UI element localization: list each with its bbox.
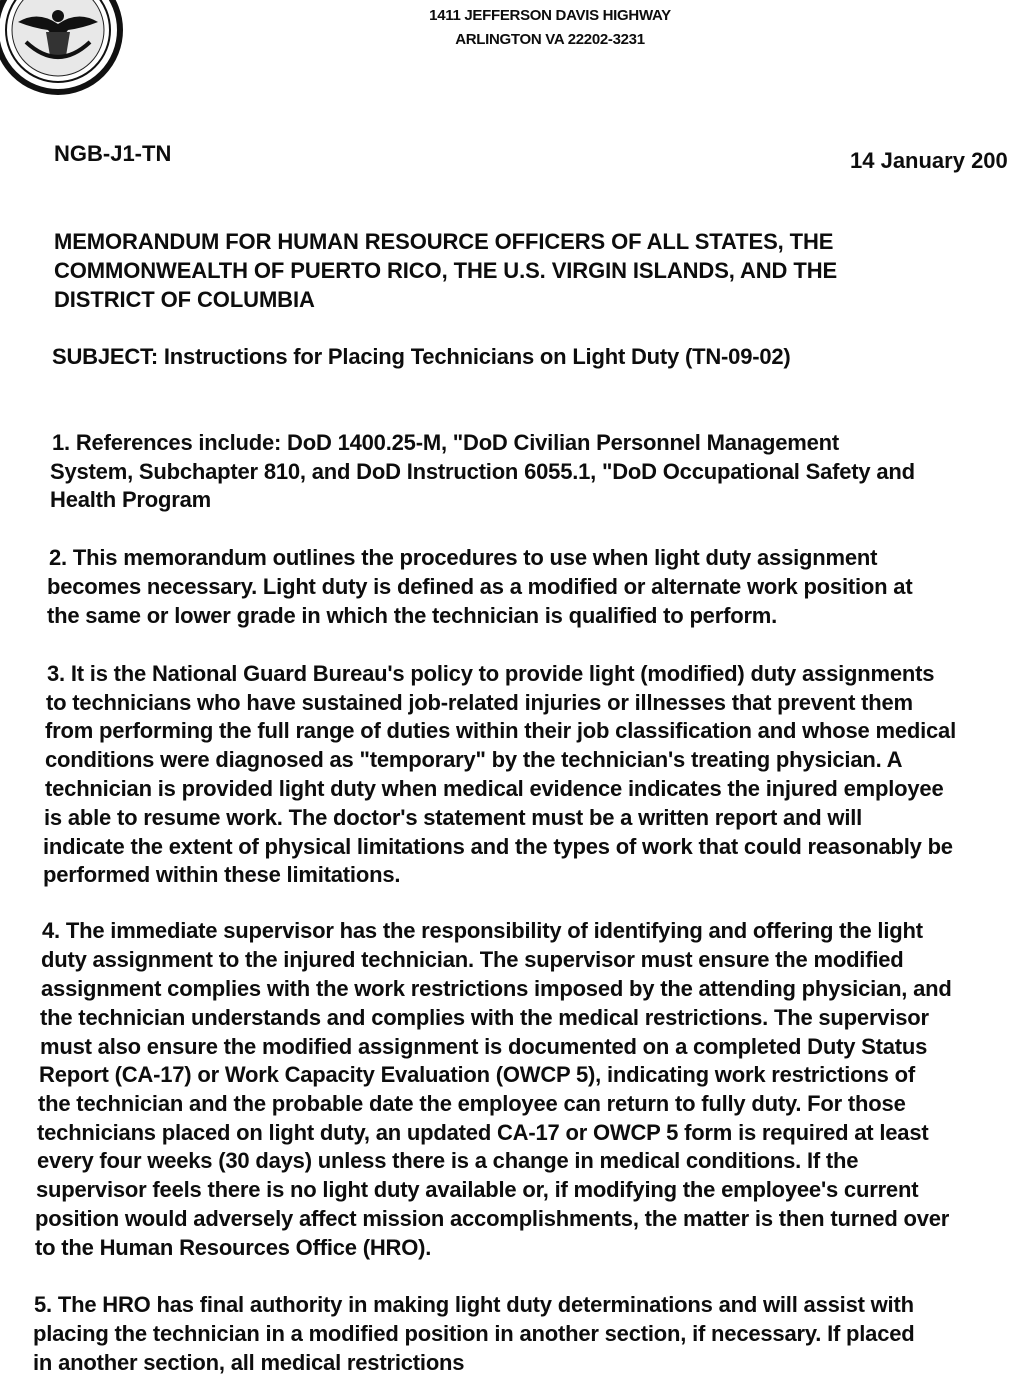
paragraph-line: duty assignment to the injured technician. The supervisor must ensure the modified bbox=[41, 947, 904, 972]
memo-date: 14 January 200 bbox=[850, 148, 1008, 173]
paragraph-line: 5. The HRO has final authority in making light duty determinations and will assist with bbox=[34, 1292, 914, 1317]
paragraph-line: position would adversely affect mission accomplishments, the matter is then turned over bbox=[35, 1206, 950, 1231]
paragraph-line: every four weeks (30 days) unless there is a change in medical conditions. If the bbox=[37, 1148, 859, 1173]
paragraph-line: to technicians who have sustained job-related injuries or illnesses that prevent them bbox=[46, 690, 913, 715]
address-line-2: ARLINGTON VA 22202-3231 bbox=[455, 31, 645, 48]
paragraph-line: supervisor feels there is no light duty available or, if modifying the employee's current bbox=[36, 1177, 919, 1202]
paragraph-line: is able to resume work. The doctor's statement must be a written report and will bbox=[44, 805, 863, 830]
address-line-1: 1411 JEFFERSON DAVIS HIGHWAY bbox=[429, 7, 671, 24]
paragraph-line: the technician and the probable date the employee can return to fully duty. For those bbox=[38, 1091, 906, 1116]
paragraph-line: indicate the extent of physical limitations and the types of work that could reasonably be bbox=[43, 834, 953, 859]
paragraph-line: becomes necessary. Light duty is defined as a modified or alternate work position at bbox=[47, 574, 913, 599]
paragraph-line: from performing the full range of duties within their job classification and whose medical bbox=[45, 718, 957, 743]
paragraph-line: 1. References include: DoD 1400.25-M, "DoD Civilian Personnel Management bbox=[52, 430, 840, 455]
paragraph-line: the technician understands and complies with the medical restrictions. The supervisor bbox=[40, 1005, 929, 1030]
paragraph-line: 2. This memorandum outlines the procedures to use when light duty assignment bbox=[49, 545, 878, 570]
paragraph-line: technicians placed on light duty, an updated CA-17 or OWCP 5 form is required at least bbox=[37, 1120, 929, 1145]
paragraph-line: in another section, all medical restrictions bbox=[33, 1350, 465, 1375]
office-symbol: NGB-J1-TN bbox=[54, 141, 172, 166]
paragraph-line: System, Subchapter 810, and DoD Instruction 6055.1, "DoD Occupational Safety and bbox=[50, 459, 915, 484]
paragraph-line: performed within these limitations. bbox=[43, 862, 401, 887]
paragraph-line: must also ensure the modified assignment is documented on a completed Duty Status bbox=[40, 1034, 928, 1059]
paragraph-line: technician is provided light duty when medical evidence indicates the injured employee bbox=[45, 776, 944, 801]
subject-line: SUBJECT: Instructions for Placing Technicians on Light Duty (TN-09-02) bbox=[52, 344, 791, 369]
memo-for-line: COMMONWEALTH OF PUERTO RICO, THE U.S. VIRGIN ISLANDS, AND THE bbox=[54, 258, 838, 283]
paragraph-line: 4. The immediate supervisor has the responsibility of identifying and offering the light bbox=[42, 918, 923, 943]
paragraph-line: Health Program bbox=[50, 487, 212, 512]
paragraph-line: conditions were diagnosed as "temporary" by the technician's treating physician. A bbox=[45, 747, 903, 772]
paragraph-line: placing the technician in a modified position in another section, if necessary. If placed bbox=[33, 1321, 915, 1346]
memo-for-line: DISTRICT OF COLUMBIA bbox=[54, 287, 315, 312]
paragraph-line: 3. It is the National Guard Bureau's policy to provide light (modified) duty assignments bbox=[47, 661, 935, 686]
paragraph-line: Report (CA-17) or Work Capacity Evaluation (OWCP 5), indicating work restrictions of bbox=[39, 1062, 915, 1087]
paragraph-line: assignment complies with the work restrictions imposed by the attending physician, and bbox=[41, 976, 952, 1001]
memo-for-line: MEMORANDUM FOR HUMAN RESOURCE OFFICERS OF ALL STATES, THE bbox=[54, 229, 834, 254]
paragraph-line: to the Human Resources Office (HRO). bbox=[35, 1235, 432, 1260]
paragraph-line: the same or lower grade in which the technician is qualified to perform. bbox=[47, 603, 778, 628]
